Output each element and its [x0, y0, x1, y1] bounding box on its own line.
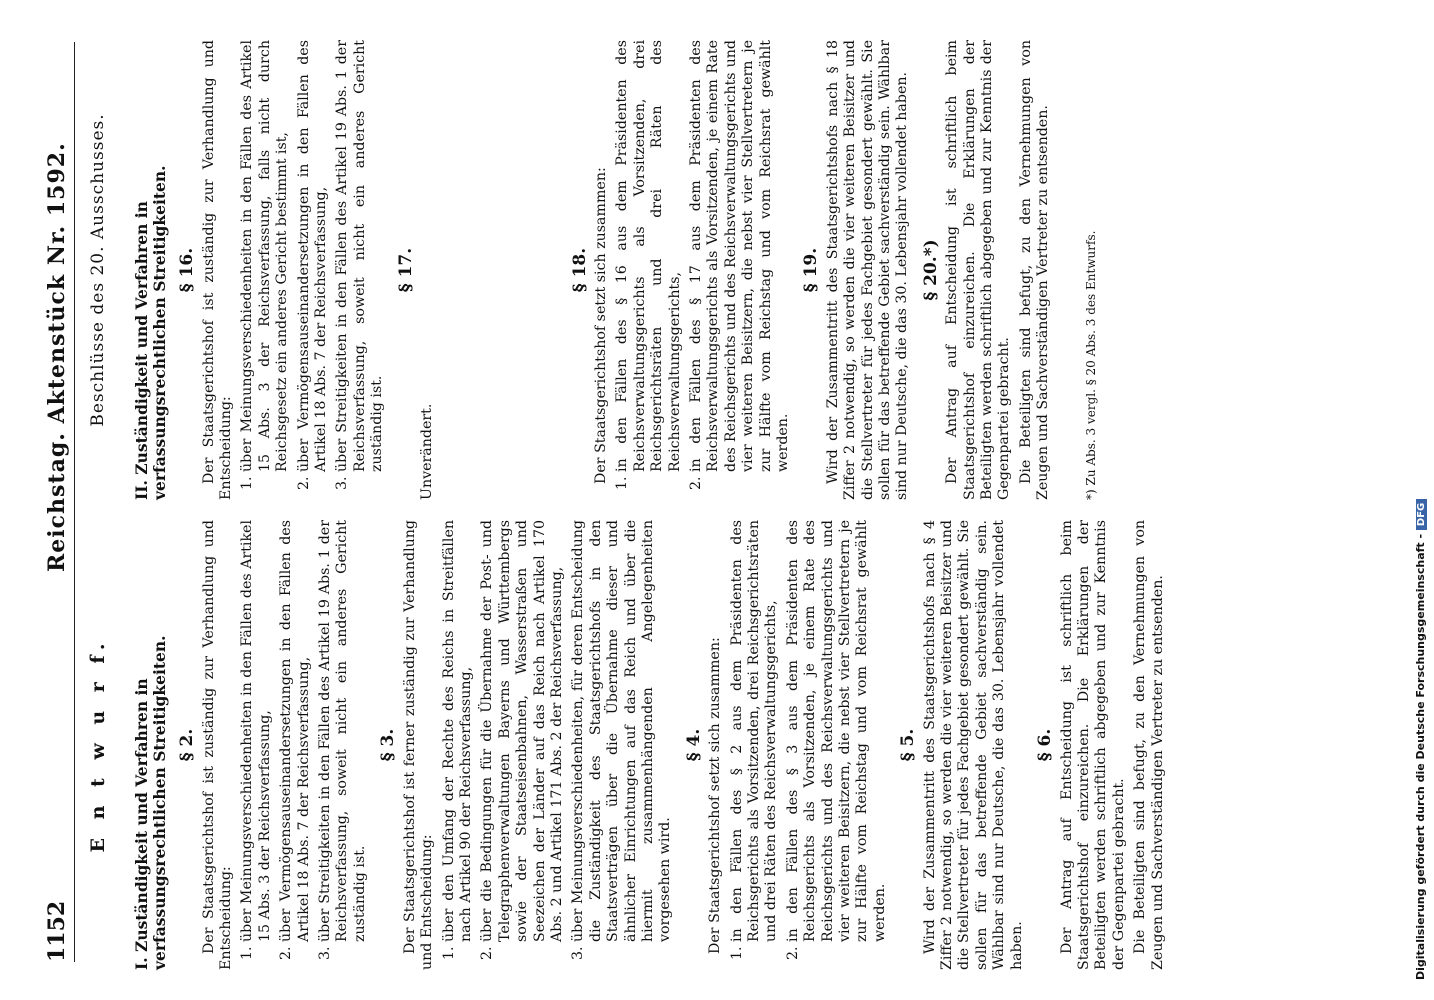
paragraph-label: § 19. — [801, 247, 822, 293]
paragraph-list — [441, 520, 675, 970]
paragraph-text: Die Beteiligten sind befugt, zu den Vernehmungen von Zeugen und Sachverständigen Vertreter zu entsenden. — [1017, 40, 1052, 500]
paragraph-label: § 4. — [683, 728, 704, 762]
paragraph-intro: Der Staatsgerichtshof ist ferner zuständig zur Verhandlung und Entscheidung: — [401, 520, 436, 970]
paragraph-list — [239, 520, 369, 970]
list-item: 1. über Meinungsverschiedenheiten in den Fällen des Artikel 15 Abs. 3 der Reichsverfassung, falls nicht durch Reichsgesetz ein anderes Gericht bestimmt ist, — [239, 40, 291, 472]
paragraph-label: § 2. — [177, 728, 198, 762]
paragraph-text: Unverändert. — [419, 403, 436, 500]
list-item: 2. in den Fällen des § 3 aus dem Präsidenten des Reichsgerichts als Vorsitzenden, je einem Rate des Reichsgerichts und des Reichsverwaltungsgerichts und vier weiteren Beisitzern, die nebst vier Stellvertretern je zur Hälfte vom Reichstag und vom Reichsrat gewählt werden. — [785, 520, 889, 942]
paragraph-text: Die Beteiligten sind befugt, zu den Vernehmungen von Zeugen und Sachverständigen Vertreter zu entsenden. — [1132, 520, 1166, 970]
paragraph-text: Der Antrag auf Entscheidung ist schriftlich beim Staatsgerichtshof einzureichen. Die Erklärungen der Beteiligten werden schriftlich abgegeben und zur Kenntnis der Gegenpartei gebracht. — [1058, 520, 1127, 970]
list-item: 2. über die Bedingungen für die Übernahme der Post- und Telegraphenverwaltungen Bayerns und Württembergs sowie der Staatseisenbahnen, Wasserstraßen und Seezeichen der Länder auf das Reich nach Artikel 170 Abs. 2 und Artikel 171 Abs. 2 der Reichsverfassung, — [479, 520, 566, 942]
list-item: 3. über Meinungsverschiedenheiten, für deren Entscheidung die Zuständigkeit des Staatsgerichtshofs in den Staatsverträgen über die Übernahme dieser und ähnlicher Einrichtungen auf das Reich und über die hiermit zusammenhängenden Angelegenheiten vorgesehen wird. — [570, 520, 674, 942]
digitization-note — [1414, 20, 1432, 980]
column-title: E n t w u r f. — [87, 637, 109, 853]
paragraph-label: § 18. — [569, 247, 590, 293]
paragraph-intro: Der Staatsgerichtshof ist zuständig zur Verhandlung und Entscheidung: — [200, 40, 235, 500]
list-item: 1. in den Fällen des § 2 aus dem Präsidenten des Reichsgerichts als Vorsitzenden, drei Reichsgerichtsräten und drei Räten des Reichsverwaltungsgerichts, — [729, 520, 781, 942]
header-rule — [74, 42, 75, 962]
list-item: 1. in den Fällen des § 16 aus dem Präsidenten des Reichsverwaltungsgerichts als Vorsitzenden, drei Reichsgerichtsräten und drei Räten des Reichsverwaltungsgerichts, — [614, 40, 684, 472]
dfg-logo: DFG — [1416, 499, 1427, 530]
paragraph-label: § 3. — [378, 728, 399, 762]
page-title: Reichstag. Aktenstück Nr. 1592. — [44, 142, 70, 572]
paragraph-list — [239, 40, 386, 500]
paragraph-text: Der Antrag auf Entscheidung ist schriftlich beim Staatsgerichtshof einzureichen. Die Erklärungen der Beteiligten werden schriftlich abgegeben und zur Kenntnis der Gegenpartei gebracht. — [944, 40, 1013, 500]
paragraph-list — [614, 40, 792, 500]
list-item: 1. über Meinungsverschiedenheiten in den Fällen des Artikel 15 Abs. 3 der Reichsverfassung, — [239, 520, 274, 942]
page-number: 1152 — [44, 900, 70, 962]
paragraph-intro: Der Staatsgerichtshof setzt sich zusammen: — [707, 637, 724, 954]
list-item: 2. über Vermögensauseinandersetzungen in den Fällen des Artikel 18 Abs. 7 der Reichsverfassung, — [278, 520, 313, 942]
paragraph-text: Wird der Zusammentritt des Staatsgerichtshofs nach § 18 Ziffer 2 notwendig, so werden die vier weiteren Beisitzer und die Stellvertreter für jedes Fachgebiet gesondert gewählt. Sie sollen für das betreffende Gebiet sachverständig sein. Wählbar sind nur Deutsche, die das 30. Lebensjahr vollendet haben. — [824, 40, 911, 500]
list-item: 3. über Streitigkeiten in den Fällen des Artikel 19 Abs. 1 der Reichsverfassung, soweit nicht ein anderes Gericht zuständig ist. — [334, 40, 386, 472]
list-item: 2. über Vermögensauseinandersetzungen in den Fällen des Artikel 18 Abs. 7 der Reichsverfassung, — [296, 40, 331, 472]
paragraph-list — [729, 520, 890, 970]
paragraph-intro: Der Staatsgerichtshof ist zuständig zur Verhandlung und Entscheidung: — [200, 520, 235, 970]
paragraph-label: § 17. — [395, 247, 416, 293]
spacer — [441, 40, 561, 500]
column-title: Beschlüsse des 20. Ausschusses. — [88, 113, 108, 427]
list-item: 1. über den Umfang der Rechte des Reichs in Streitfällen nach Artikel 90 der Reichsverfassung, — [441, 520, 476, 942]
paragraph-intro: Der Staatsgerichtshof setzt sich zusammen: — [592, 167, 609, 484]
list-item: 3. über Streitigkeiten in den Fällen des Artikel 19 Abs. 1 der Reichsverfassung, soweit nicht ein anderes Gericht zuständig ist. — [317, 520, 369, 942]
section-heading: II. Zuständigkeit und Verfahren in verfassungsrechtlichen Streitigkeiten. — [132, 165, 169, 500]
paragraph-text: Wird der Zusammentritt des Staatsgerichtshofs nach § 4 Ziffer 2 notwendig, so werden die vier weiteren Beisitzer und die Stellvertreter für jedes Fachgebiet gesondert gewählt. Sie sollen für das betreffende Gebiet sachverständig sein. Wählbar sind nur Deutsche, die das 30. Lebensjahr vollendet haben. — [921, 520, 1025, 970]
paragraph-label: § 20.*) — [920, 239, 941, 301]
paragraph-label: § 16. — [177, 247, 198, 293]
paragraph-label: § 5. — [898, 728, 919, 762]
column-beschluesse — [90, 40, 1100, 500]
list-item: 2. in den Fällen des § 17 aus dem Präsidenten des Reichsverwaltungsgerichts als Vorsitzenden, je einem Rate des Reichsgerichts und des Reichsverwaltungsgerichts und vier weiteren Beisitzern, die nebst vier Stellvertretern je zur Hälfte vom Reichstag und vom Reichsrat gewählt werden. — [688, 40, 792, 472]
page-header — [44, 42, 84, 962]
funding-text: Digitalisierung gefördert durch die Deutsche Forschungsgemeinschaft - — [1414, 533, 1427, 980]
paragraph-label: § 6. — [1035, 728, 1056, 762]
footnote: *) Zu Abs. 3 vergl. § 20 Abs. 3 des Entwurfs. — [1083, 230, 1098, 500]
column-entwurf — [87, 520, 1171, 970]
section-heading: I. Zuständigkeit und Verfahren in verfassungsrechtlichen Streitigkeiten. — [132, 635, 169, 970]
